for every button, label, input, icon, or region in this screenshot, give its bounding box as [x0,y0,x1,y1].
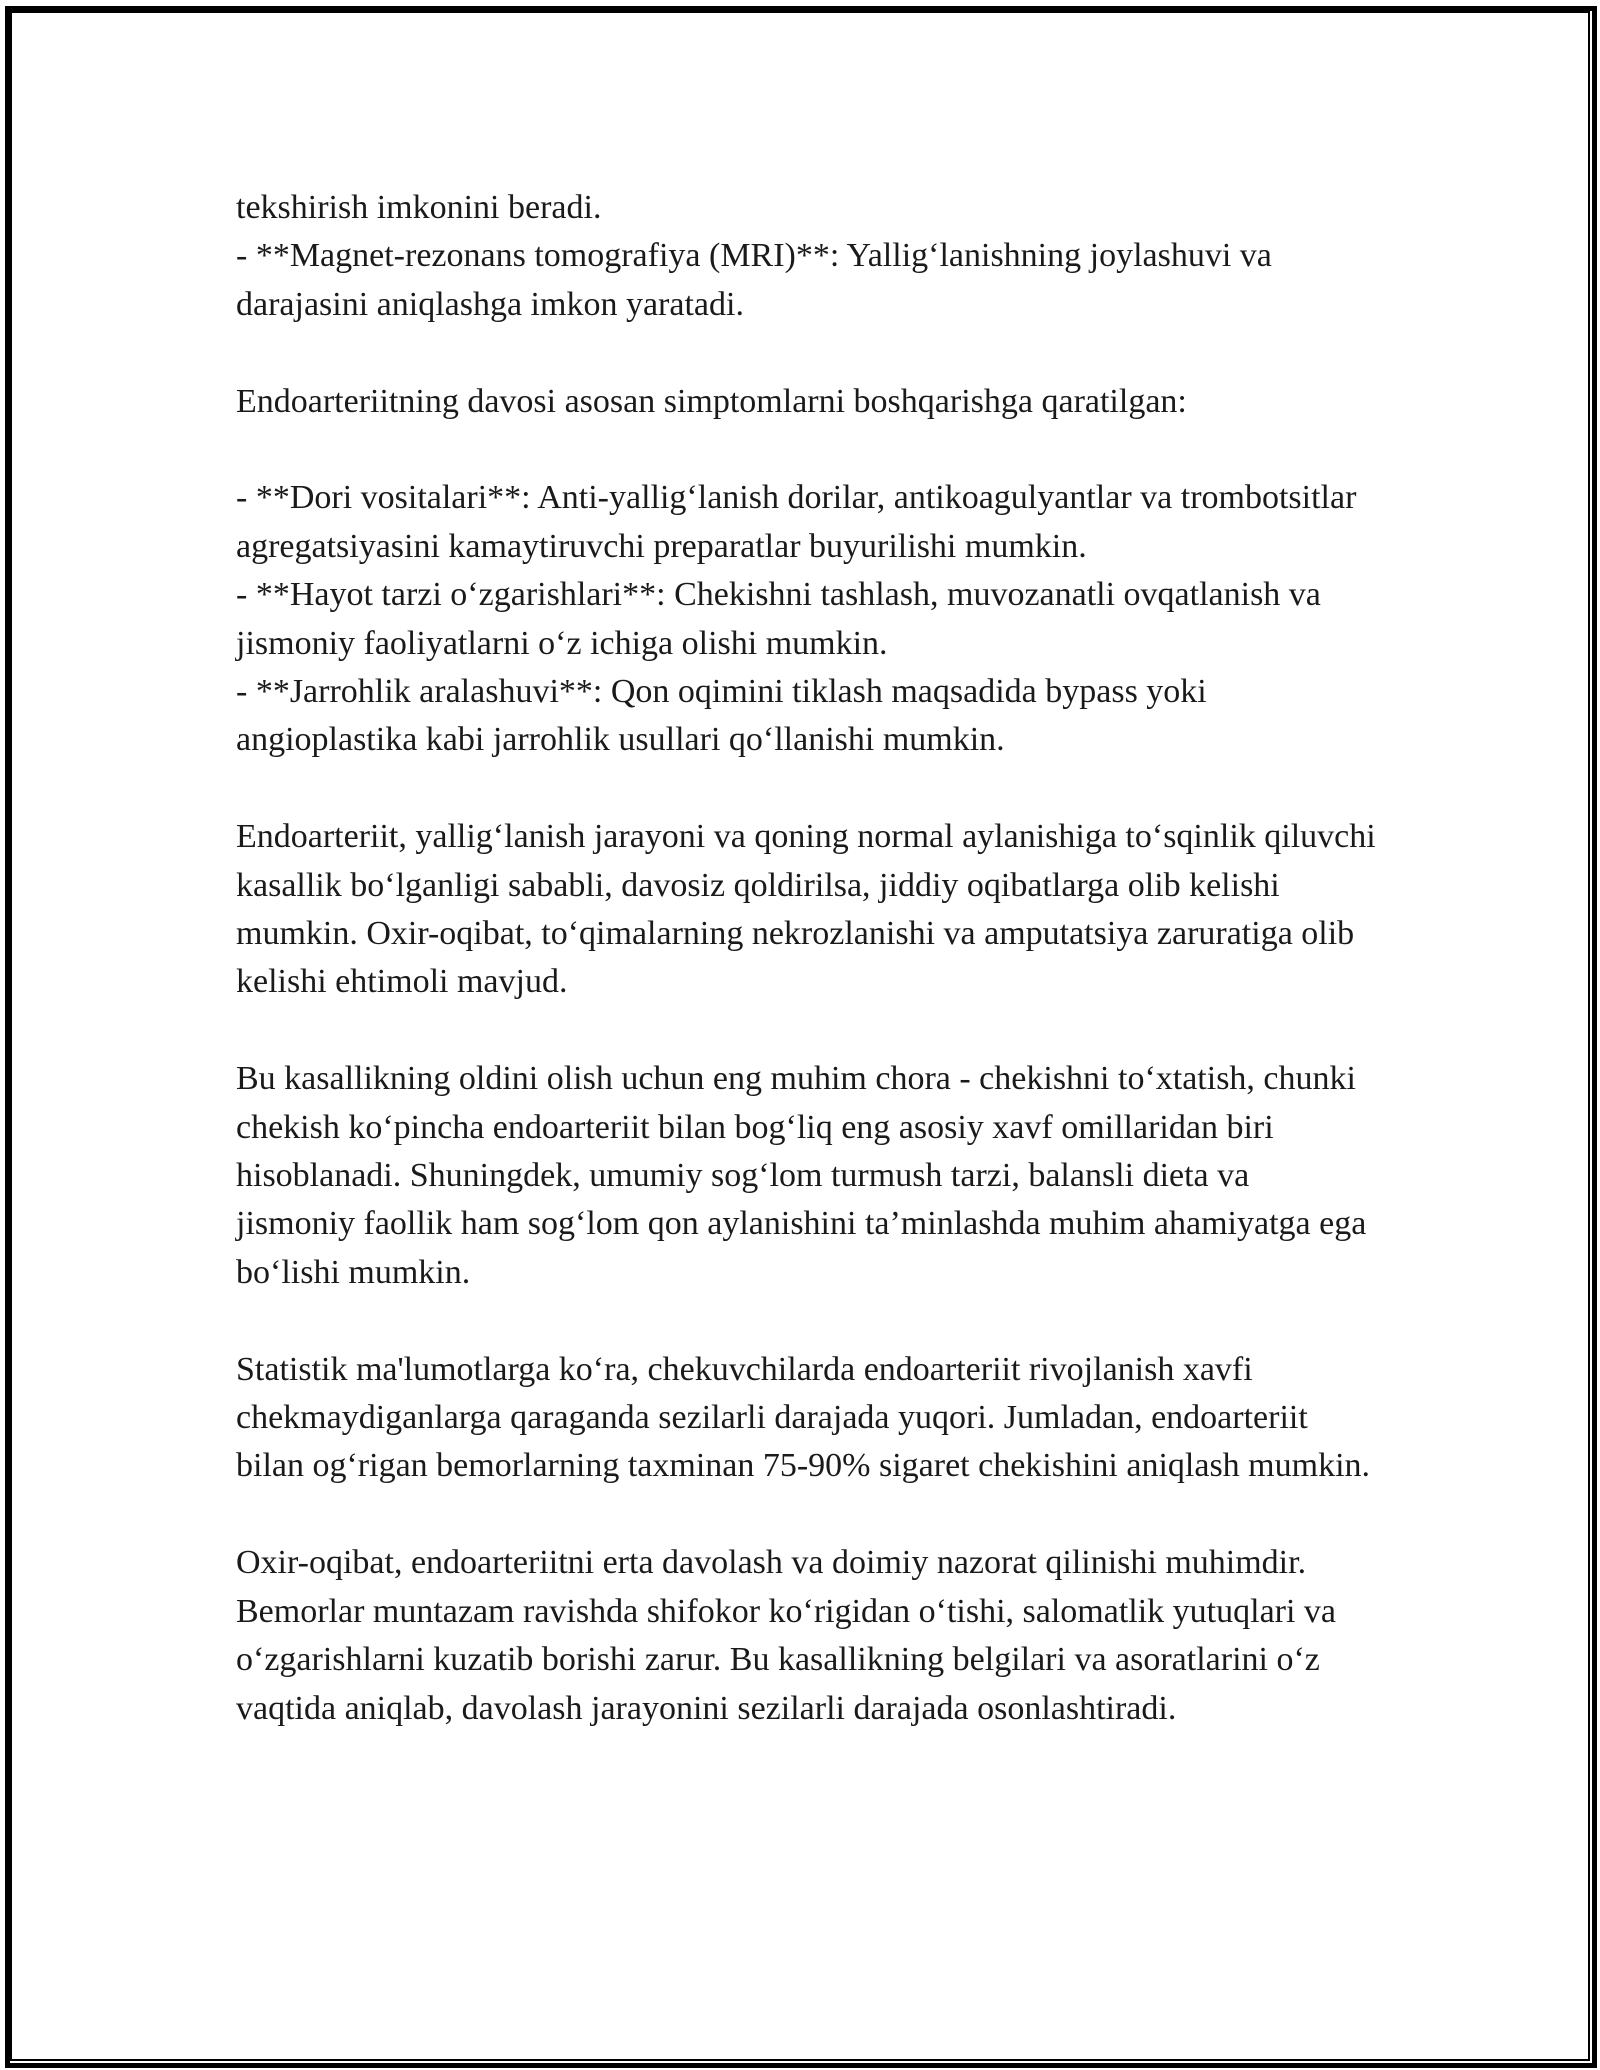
paragraph-statistics: Statistik ma'lumotlarga ko‘ra, chekuvchilarda endoarteriit rivojlanish xavfi chekmaydiganlarga qaraganda sezilarli darajada yuqori. Jumladan, endoarteriit bilan og‘rigan bemorlarning taxminan 75-90% sigaret chekishini aniqlash mumkin. [236,1350,1371,1485]
paragraph-prevention: Bu kasallikning oldini olish uchun eng muhim chora - chekishni to‘xtatish, chunki chekish ko‘pincha endoarteriit bilan bog‘liq eng asosiy xavf omillaridan biri hisoblanadi. Shuningdek, umumiy sog‘lom turmush tarzi, balansli dieta va jismoniy faollik ham sog‘lom qon aylanishini ta’minlashda muhim ahamiyatga ega bo‘lishi mumkin. [236,1060,1375,1291]
paragraph-conclusion: Oxir-oqibat, endoarteriitni erta davolash va doimiy nazorat qilinishi muhimdir. Bemorlar muntazam ravishda shifokor ko‘rigidan o‘tishi, salomatlik yutuqlari va o‘zgarishlarni kuzatib borishi zarur. Bu kasallikning belgilari va asoratlarini o‘z vaqtida aniqlab, davolash jarayonini sezilarli darajada osonlashtiradi. [236,1544,1345,1727]
paragraph-consequences: Endoarteriit, yallig‘lanish jarayoni va qoning normal aylanishiga to‘sqinlik qiluvchi kasallik bo‘lganligi sababli, davosiz qoldirilsa, jiddiy oqibatlarga olib kelishi mumkin. Oxir-oqibat, to‘qimalarning nekrozlanishi va amputatsiya zaruratiga olib kelishi ehtimoli mavjud. [236,818,1385,1001]
document-body [236,184,1385,1733]
paragraph-treatment-list: - **Dori vositalari**: Anti-yallig‘lanish dorilar, antikoagulyantlar va trombotsitlar agregatsiyasini kamaytiruvchi preparatlar buyurilishi mumkin. - **Hayot tarzi o‘zgarishlari**: Chekishni tashlash, muvozanatli ovqatlanish va jismoniy faoliyatlarni o‘z ichiga olishi mumkin. - **Jarrohlik aralashuvi**: Qon oqimini tiklash maqsadida bypass yoki angioplastika kabi jarrohlik usullari qo‘llanishi mumkin. [236,479,1357,759]
paragraph-treatment-intro: Endoarteriitning davosi asosan simptomlarni boshqarishga qaratilgan: [236,382,1187,420]
paragraph-diagnostics-continued: tekshirish imkonini beradi. - **Magnet-rezonans tomografiya (MRI)**: Yallig‘lanishning joylashuvi va darajasini aniqlashga imkon yaratadi. [236,189,1272,323]
